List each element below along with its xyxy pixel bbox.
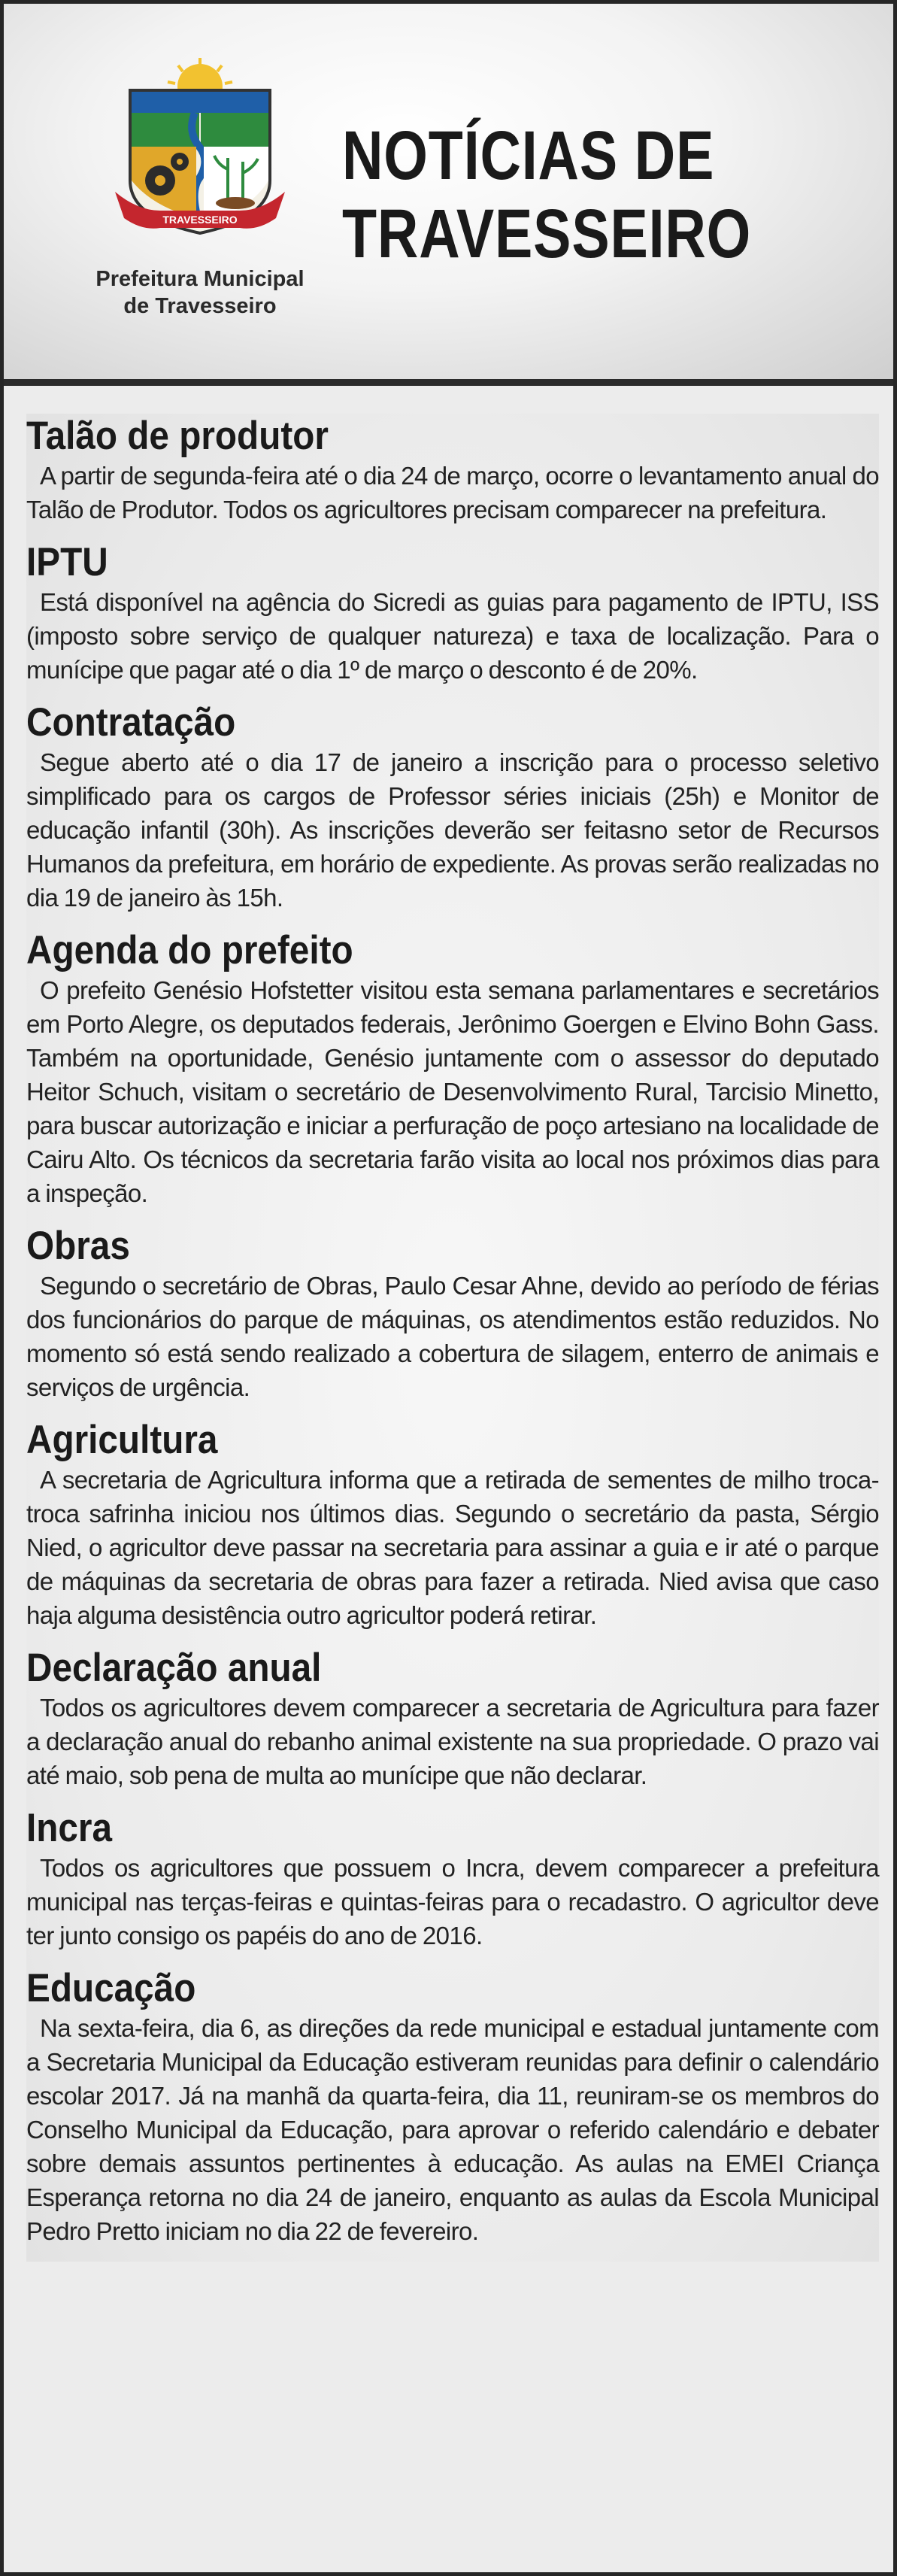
news-item-title: Talão de produtor (26, 414, 329, 458)
news-item-title: Agricultura (26, 1418, 218, 1462)
news-item-title: Contratação (26, 700, 236, 745)
logo-caption-line2: de Travesseiro (123, 294, 277, 318)
news-item-talao-produtor (26, 414, 879, 526)
news-item-agenda-prefeito (26, 928, 879, 1210)
news-content (26, 414, 879, 2262)
news-item-body: Está disponível na agência do Sicredi as guias para pagamento de IPTU, ISS (imposto sobre serviço de qualquer natureza) e taxa de localização. Para o munícipe que pagar até o dia 1º de março o desconto é de 20%. (26, 588, 879, 684)
news-item-title: Declaração anual (26, 1646, 322, 1690)
news-item-title: Obras (26, 1224, 130, 1268)
news-item-body: Na sexta-feira, dia 6, as direções da rede municipal e estadual juntamente com a Secretaria Municipal da Educação estiveram reunidas para definir o calendário escolar 2017. Já na manhã da quarta-feira, dia 11, reuniram-se os membros do Conselho Municipal da Educação, para aprovar o referido calendário e debater sobre demais assuntos pertinentes à educação. As aulas na EMEI Criança Esperança retorna no dia 24 de janeiro, enquanto as aulas da Escola Municipal Pedro Pretto iniciam no dia 22 de fevereiro. (26, 2014, 879, 2245)
news-item-body: A secretaria de Agricultura informa que a retirada de sementes de milho troca-troca safrinha iniciou nos últimos dias. Segundo o secretário da pasta, Sérgio Nied, o agricultor deve passar na secretaria para assinar a guia e ir até o parque de máquinas da secretaria de obras para fazer a retirada. Nied avisa que caso haja alguma desistência outro agricultor poderá retirar. (26, 1466, 879, 1629)
news-item-incra (26, 1806, 879, 1952)
logo-caption (85, 265, 315, 320)
page-header (4, 4, 893, 386)
news-item-body: Segundo o secretário de Obras, Paulo Cesar Ahne, devido ao período de férias dos funcionários do parque de máquinas, os atendimentos estão reduzidos. No momento só está sendo realizado a cobertura de silagem, enterro de animais e serviços de urgência. (26, 1272, 879, 1401)
news-item-iptu (26, 540, 879, 687)
news-item-title: Agenda do prefeito (26, 928, 353, 972)
news-item-declaracao-anual (26, 1646, 879, 1792)
news-item-educacao (26, 1966, 879, 2248)
news-item-title: Educação (26, 1966, 196, 2010)
crest-banner-text: TRAVESSEIRO (162, 214, 238, 226)
news-item-agricultura (26, 1418, 879, 1632)
news-item-body: O prefeito Genésio Hofstetter visitou esta semana parlamentares e secretários em Porto Alegre, os deputados federais, Jerônimo Goergen e Elvino Bohn Gass. Também na oportunidade, Genésio juntamente com o assessor do deputado Heitor Schuch, visitam o secretário de Desenvolvimento Rural, Tarcisio Minetto, para buscar autorização e iniciar a perfuração de poço artesiano na localidade de Cairu Alto. Os técnicos da secretaria farão visita ao local nos próximos dias para a inspeção. (26, 976, 879, 1207)
municipal-logo (85, 56, 315, 335)
news-item-obras (26, 1224, 879, 1404)
news-item-body: Segue aberto até o dia 17 de janeiro a inscrição para o processo seletivo simplificado para os cargos de Professor séries iniciais (25h) e Monitor de educação infantil (30h). As inscrições deverão ser feitasno setor de Recursos Humanos da prefeitura, em horário de expediente. As provas serão realizadas no dia 19 de janeiro às 15h. (26, 748, 879, 912)
newspaper-title-line1: NOTÍCIAS DE (342, 117, 715, 194)
news-item-body: A partir de segunda-feira até o dia 24 de março, ocorre o levantamento anual do Talão de Produtor. Todos os agricultores precisam comparecer na prefeitura. (26, 462, 879, 523)
news-item-body: Todos os agricultores que possuem o Incra, devem comparecer a prefeitura municipal nas terças-feiras e quintas-feiras para o recadastro. O agricultor deve ter junto consigo os papéis do ano de 2016. (26, 1854, 879, 1949)
newspaper-title-line2: TRAVESSEIRO (342, 196, 752, 272)
news-item-contratacao (26, 700, 879, 915)
news-item-title: Incra (26, 1806, 113, 1850)
news-item-title: IPTU (26, 540, 108, 584)
newspaper-title (342, 117, 751, 273)
news-item-body: Todos os agricultores devem comparecer a secretaria de Agricultura para fazer a declaração anual do rebanho animal existente na sua propriedade. O prazo vai até maio, sob pena de multa ao munícipe que não declarar. (26, 1694, 879, 1789)
logo-caption-line1: Prefeitura Municipal (95, 267, 305, 291)
municipal-crest-icon (115, 56, 285, 244)
